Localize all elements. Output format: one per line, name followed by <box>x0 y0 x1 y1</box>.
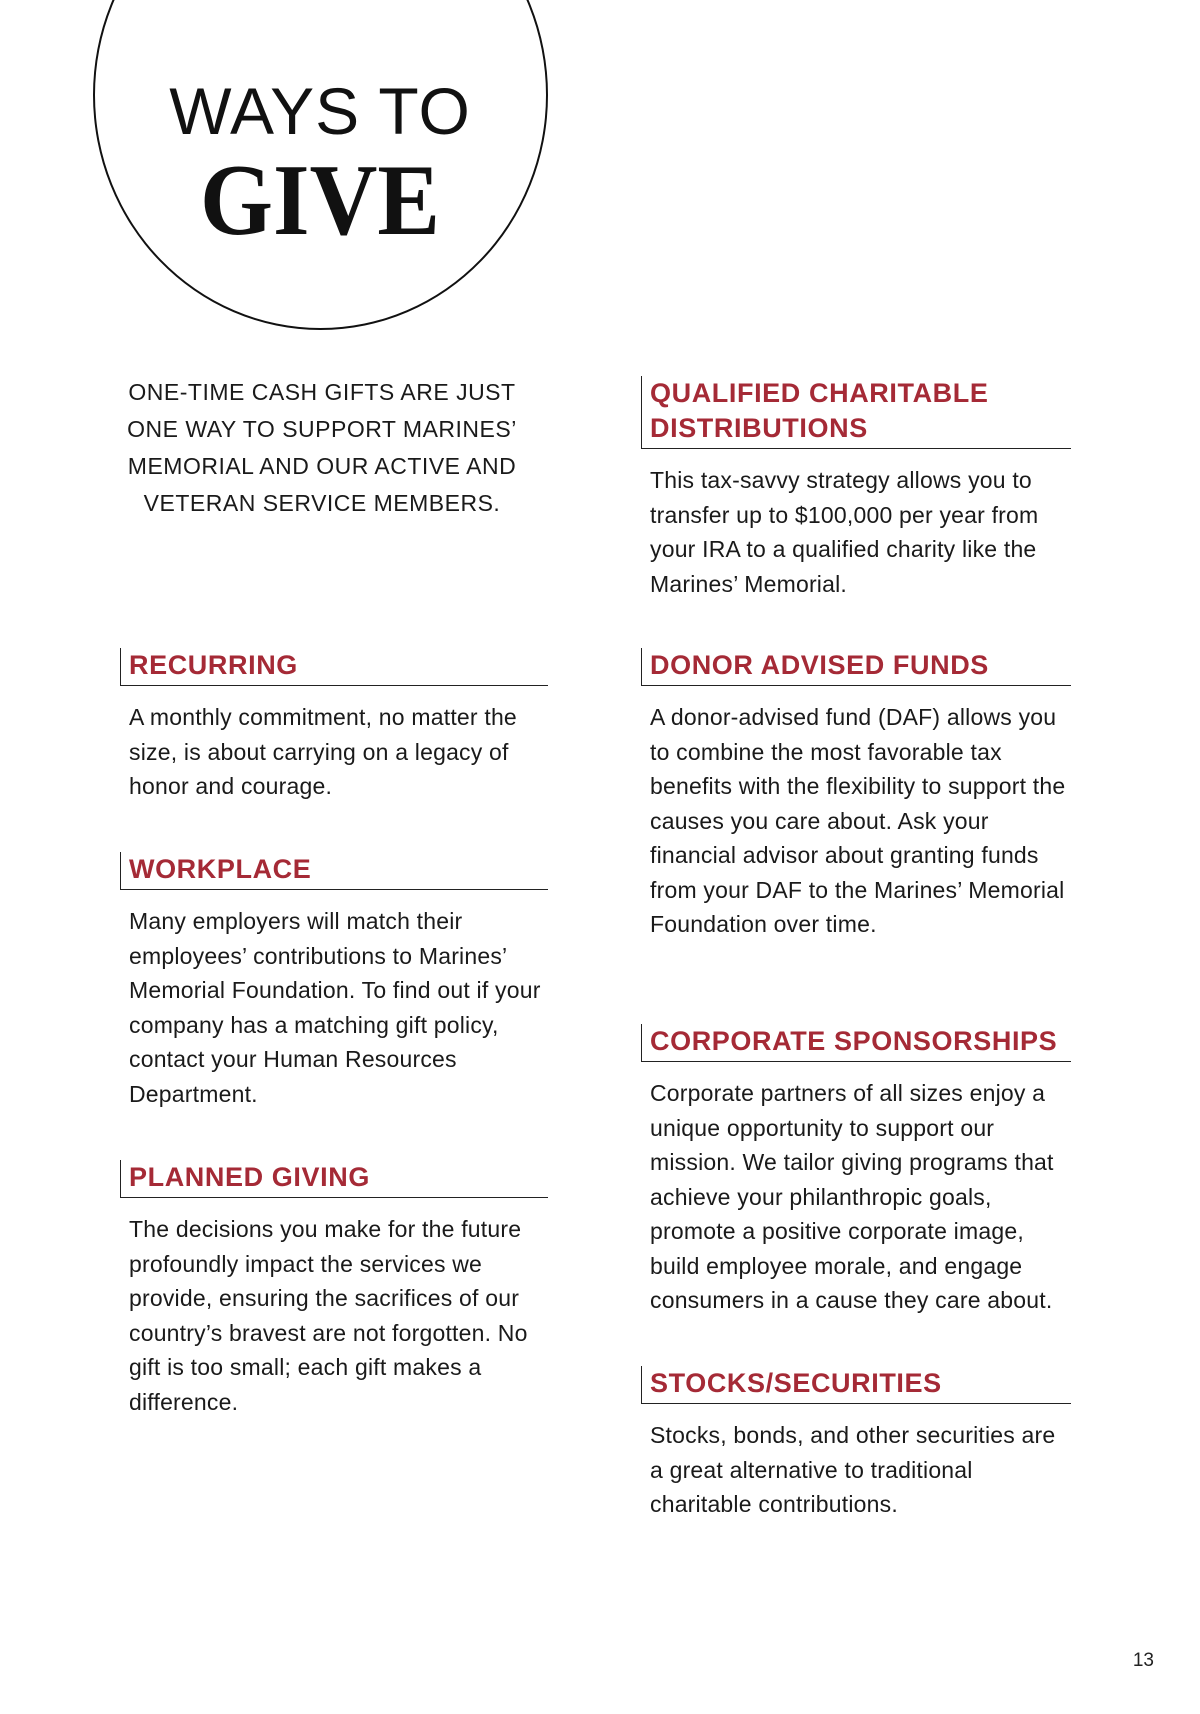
section-corporate <box>641 1024 1071 1318</box>
section-heading-recurring: RECURRING <box>120 648 548 686</box>
section-heading-stocks: STOCKS/SECURITIES <box>641 1366 1071 1404</box>
section-daf <box>641 648 1071 942</box>
section-body-planned-giving: The decisions you make for the future profoundly impact the services we provide, ensuring the sacrifices of our country’s bravest are not forgotten. No gift is too small; each gift makes a difference. <box>129 1216 528 1415</box>
page-title-ways-to: WAYS TO <box>169 74 471 148</box>
section-qcd <box>641 376 1071 601</box>
section-recurring <box>120 648 548 804</box>
section-heading-corporate: CORPORATE SPONSORSHIPS <box>641 1024 1071 1062</box>
page-title-give: GIVE <box>200 144 440 257</box>
section-heading-workplace: WORKPLACE <box>120 852 548 890</box>
section-workplace <box>120 852 548 1111</box>
section-body-qcd: This tax-savvy strategy allows you to transfer up to $100,000 per year from your IRA to a qualified charity like the Marines’ Memorial. <box>650 467 1039 597</box>
section-body-stocks: Stocks, bonds, and other securities are a great alternative to traditional charitable contributions. <box>650 1422 1056 1517</box>
page-number: 13 <box>1132 1650 1154 1671</box>
section-body-corporate: Corporate partners of all sizes enjoy a unique opportunity to support our mission. We tailor giving programs that achieve your philanthropic goals, promote a positive corporate image, build employee morale, and engage consumers in a cause they care about. <box>650 1080 1054 1313</box>
section-stocks <box>641 1366 1071 1522</box>
section-body-workplace: Many employers will match their employees’ contributions to Marines’ Memorial Foundation. To find out if your company has a matching gift policy, contact your Human Resources Department. <box>129 908 541 1107</box>
section-heading-planned-giving: PLANNED GIVING <box>120 1160 548 1198</box>
section-body-recurring: A monthly commitment, no matter the size, is about carrying on a legacy of honor and courage. <box>129 704 517 799</box>
section-heading-daf: DONOR ADVISED FUNDS <box>641 648 1071 686</box>
section-planned-giving <box>120 1160 548 1419</box>
section-body-daf: A donor-advised fund (DAF) allows you to combine the most favorable tax benefits with the flexibility to support the causes you care about. Ask your financial advisor about granting funds from your DAF to the Marines’ Memorial Foundation over time. <box>650 704 1066 937</box>
intro-text: ONE-TIME CASH GIFTS ARE JUST ONE WAY TO SUPPORT MARINES’ MEMORIAL AND OUR ACTIVE AND VETERAN SERVICE MEMBERS. <box>127 379 517 516</box>
section-heading-qcd: QUALIFIED CHARITABLE DISTRIBUTIONS <box>641 376 1071 449</box>
